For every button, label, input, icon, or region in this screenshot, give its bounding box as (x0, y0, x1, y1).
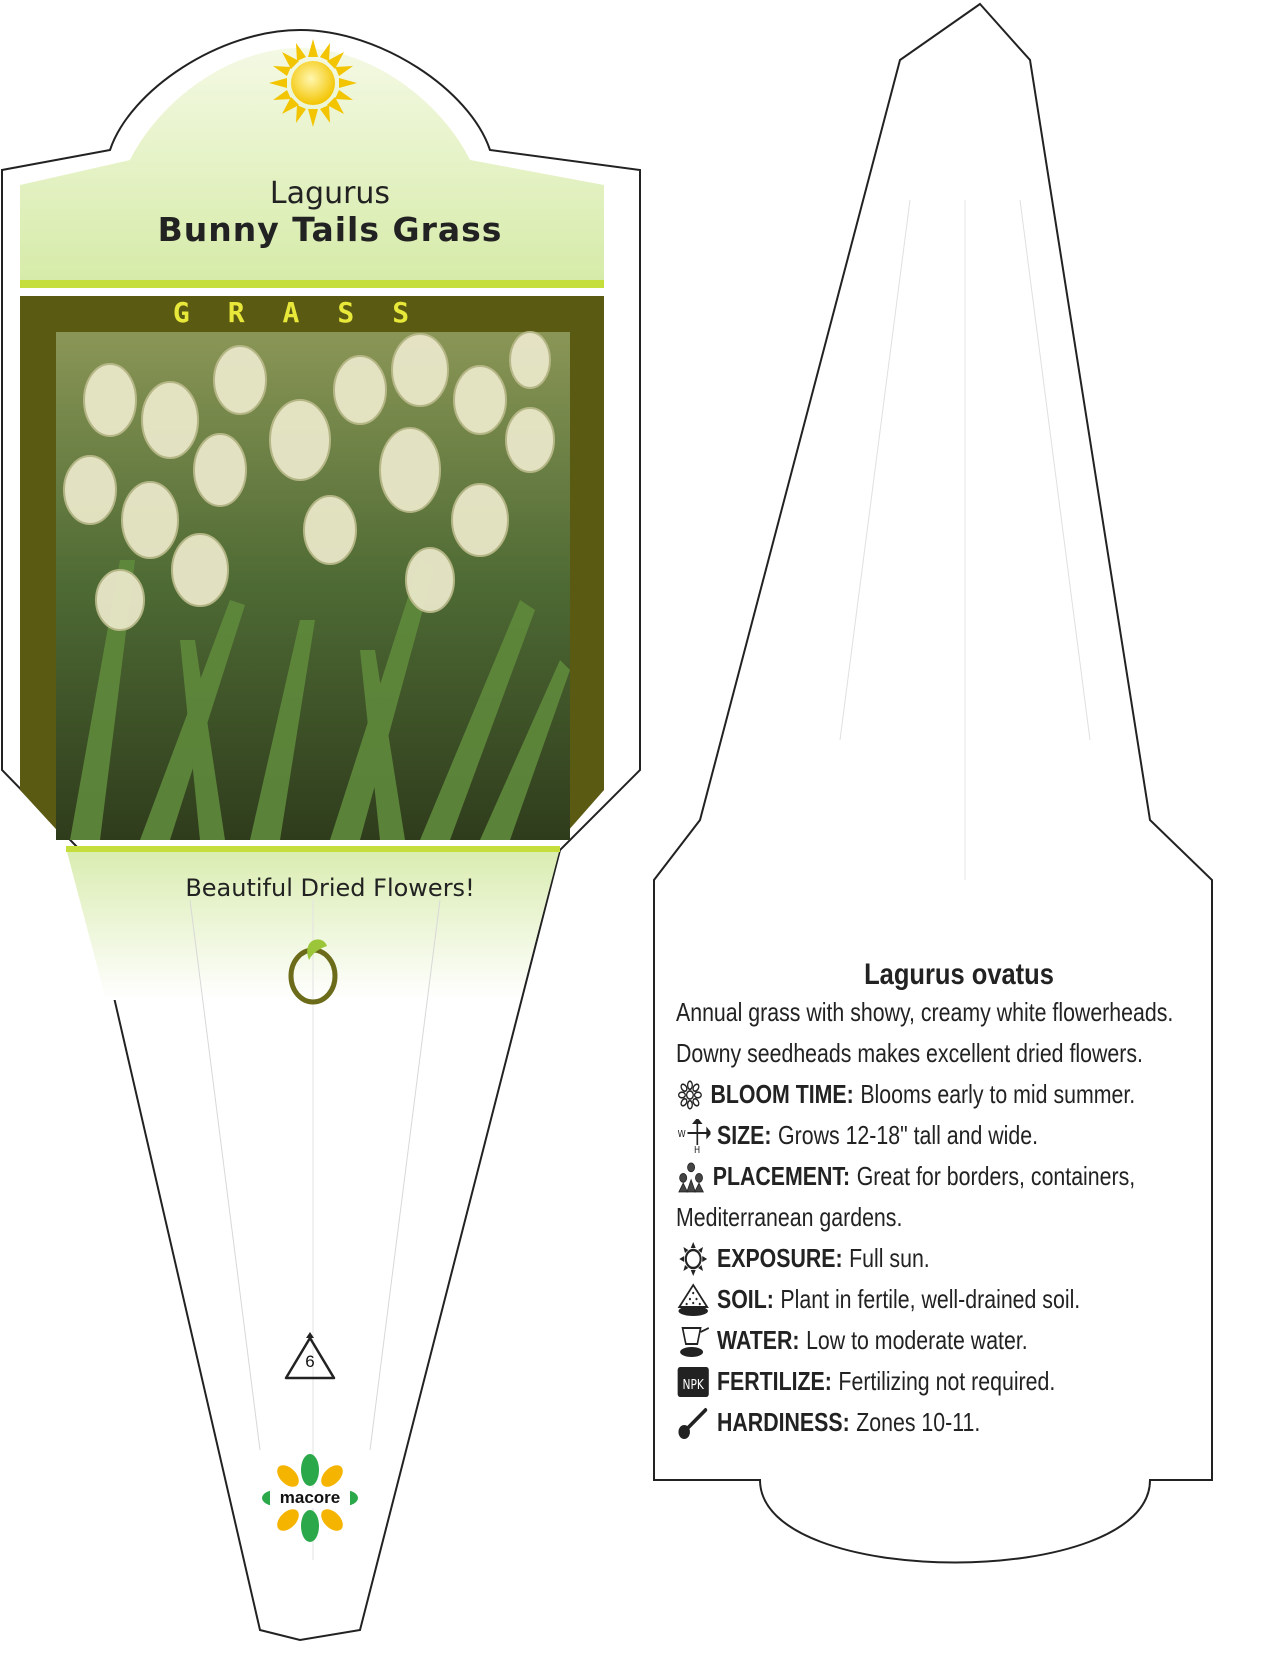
soil-value: Plant in fertile, well-drained soil. (780, 1284, 1081, 1314)
hardiness-value: Zones 10-11. (856, 1407, 981, 1437)
bloom-time-value: Blooms early to mid summer. (860, 1079, 1136, 1109)
soil-icon (676, 1283, 710, 1317)
description-line-2: Downy seedheads makes excellent dried flowers. (676, 1038, 1143, 1068)
soil-row (676, 1279, 1135, 1320)
tagline: Beautiful Dried Flowers! (185, 874, 475, 902)
category-label: GRASS (172, 296, 448, 329)
soil-label: SOIL: (717, 1284, 774, 1314)
front-tag (2, 30, 640, 1640)
exposure-value: Full sun. (849, 1243, 930, 1273)
sun-icon (269, 39, 357, 127)
npk-badge: NPK (682, 1376, 704, 1392)
grass-photo (56, 332, 570, 840)
exposure-label: EXPOSURE: (717, 1243, 843, 1273)
water-label: WATER: (717, 1325, 800, 1355)
size-label: SIZE: (717, 1120, 772, 1150)
fertilize-icon (676, 1365, 710, 1399)
water-icon (676, 1324, 710, 1358)
exposure-row (676, 1238, 1135, 1279)
size-icon (676, 1119, 710, 1153)
placement-value: Great for borders, containers, (856, 1161, 1136, 1191)
placement-row (676, 1156, 1135, 1197)
fertilize-value: Fertilizing not required. (838, 1366, 1056, 1396)
bloom-time-row (676, 1074, 1135, 1115)
species-name: Lagurus ovatus (864, 958, 1054, 991)
common-name: Bunny Tails Grass (157, 210, 503, 249)
placement-label: PLACEMENT: (712, 1161, 851, 1191)
care-info (676, 958, 1236, 1443)
placement-value-cont: Mediterranean gardens. (676, 1202, 903, 1232)
hardiness-label: HARDINESS: (717, 1407, 850, 1437)
brand-name: macore (279, 1488, 341, 1507)
genus-name: Lagurus (269, 176, 391, 211)
size-row (676, 1115, 1135, 1156)
svg-text:W: W (677, 1128, 686, 1140)
hardiness-row (676, 1402, 1135, 1443)
fertilize-label: FERTILIZE: (717, 1366, 832, 1396)
flower-icon (676, 1078, 704, 1112)
exposure-sun-icon (676, 1242, 710, 1276)
water-row (676, 1320, 1135, 1361)
thermometer-icon (676, 1406, 710, 1440)
water-value: Low to moderate water. (806, 1325, 1028, 1355)
description-line-1: Annual grass with showy, creamy white flowerheads. (676, 997, 1174, 1027)
placement-icon (676, 1160, 706, 1194)
size-value: Grows 12-18" tall and wide. (778, 1120, 1039, 1150)
fertilize-row (676, 1361, 1135, 1402)
recycle-number: 6 (305, 1352, 315, 1371)
svg-text:H: H (694, 1144, 701, 1153)
bloom-time-label: BLOOM TIME: (710, 1079, 854, 1109)
header-rule (20, 280, 604, 288)
